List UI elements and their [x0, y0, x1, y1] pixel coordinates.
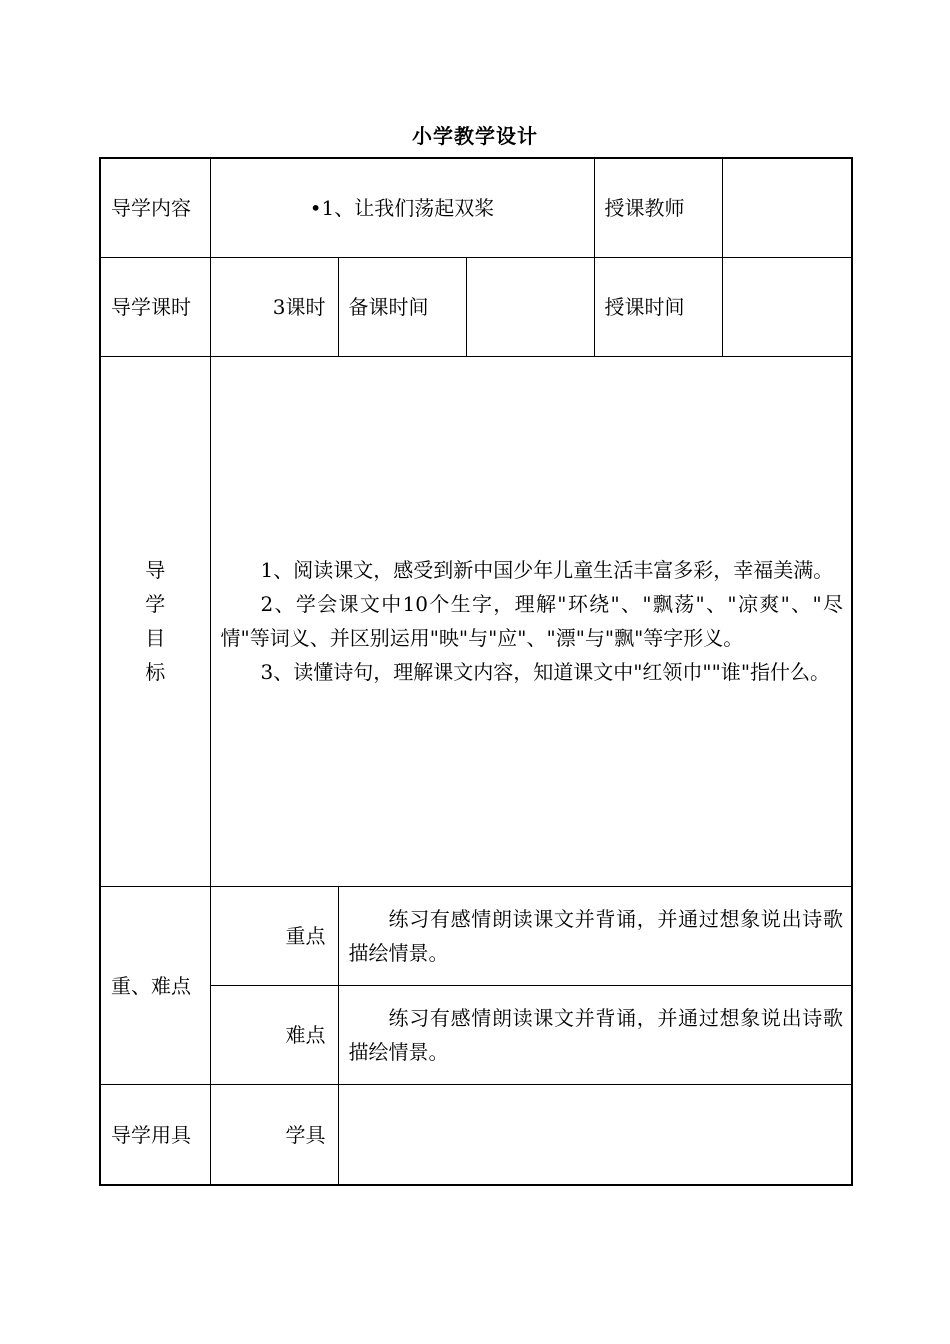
goal-item: 3、读懂诗句，理解课文内容，知道课文中"红领巾""谁"指什么。 — [260, 660, 831, 685]
difficult-point-text: 练习有感情朗读课文并背诵，并通过想象说出诗歌描绘情景。 — [348, 1006, 843, 1065]
goal-item: 1、阅读课文，感受到新中国少年儿童生活丰富多彩，幸福美满。 — [260, 558, 834, 583]
difficult-point-row — [100, 986, 852, 1085]
goals-label-char: 目 — [145, 626, 166, 651]
teacher-label: 授课教师 — [594, 158, 722, 257]
goals-content — [210, 356, 852, 887]
teacher-value — [722, 158, 852, 257]
goal-item: 2、学会课文中10个生字，理解"环绕"、"飘荡"、"凉爽"、"尽情"等词义、并区别运用"映"与"应"、"漂"与"飘"等字形义。 — [220, 592, 843, 651]
key-point-text: 练习有感情朗读课文并背诵，并通过想象说出诗歌描绘情景。 — [348, 907, 843, 966]
hours-row — [100, 257, 852, 356]
goals-label-char: 学 — [145, 592, 166, 617]
content-row — [100, 158, 852, 257]
student-tools-value — [338, 1085, 852, 1185]
page-title: 小学教学设计 — [412, 124, 538, 148]
difficult-point-label: 难点 — [210, 986, 338, 1085]
keypoints-label: 重、难点 — [100, 887, 210, 1085]
goals-label-char: 标 — [145, 660, 166, 685]
goals-label — [100, 356, 210, 887]
key-point-content — [338, 887, 852, 986]
content-label: 导学内容 — [100, 158, 210, 257]
lesson-plan-table — [99, 157, 853, 1186]
student-tools-label: 学具 — [210, 1085, 338, 1185]
teach-time-label: 授课时间 — [594, 257, 722, 356]
key-point-label: 重点 — [210, 887, 338, 986]
goals-label-char: 导 — [145, 558, 166, 583]
prep-time-value — [466, 257, 594, 356]
goals-row — [100, 356, 852, 887]
key-point-row — [100, 887, 852, 986]
hours-label: 导学课时 — [100, 257, 210, 356]
difficult-point-content — [338, 986, 852, 1085]
tools-label: 导学用具 — [100, 1085, 210, 1185]
teach-time-value — [722, 257, 852, 356]
tools-row — [100, 1085, 852, 1185]
hours-value: 3课时 — [210, 257, 338, 356]
content-value: •1、让我们荡起双桨 — [210, 158, 594, 257]
prep-time-label: 备课时间 — [338, 257, 466, 356]
